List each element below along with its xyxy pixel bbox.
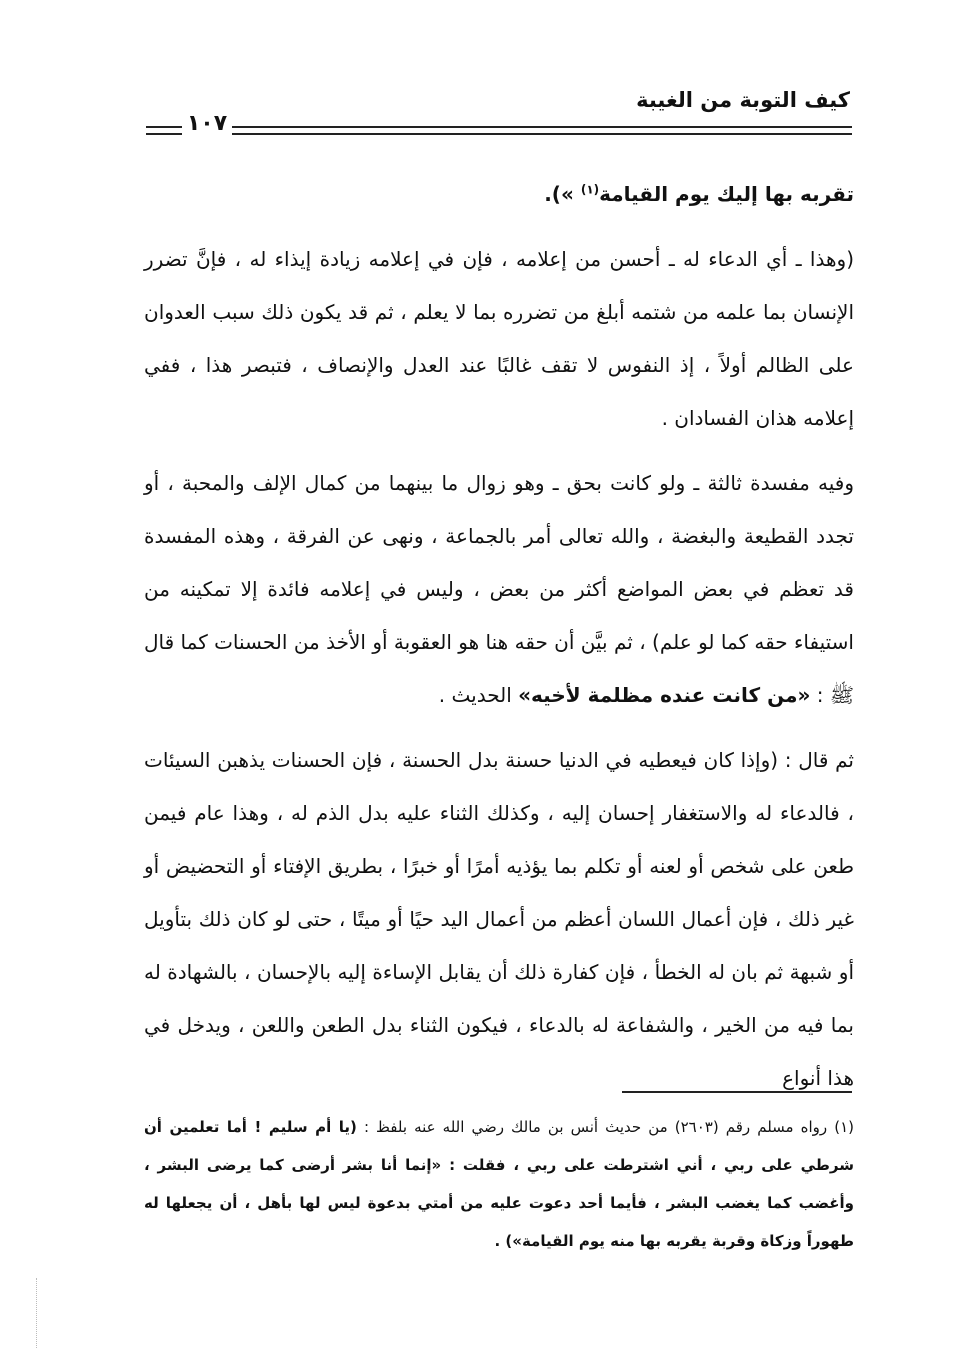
lead-close: »). xyxy=(544,182,581,206)
footnote-rule xyxy=(622,1091,852,1093)
page-number: ١٠٧ xyxy=(186,111,228,136)
header-rule-short xyxy=(146,126,182,135)
paragraph-2-tail: الحديث . xyxy=(438,683,519,707)
header-rule xyxy=(232,126,852,135)
main-text xyxy=(144,168,854,1105)
footnote-intro: رواه مسلم رقم (٢٦٠٣) من حديث أنس بن مالك رضي الله عنه بلفظ : xyxy=(356,1118,835,1136)
footnote-number: (١) xyxy=(834,1118,854,1136)
footnote xyxy=(144,1108,854,1260)
running-title: كيف التوبة من الغيبة xyxy=(636,88,850,112)
page-edge-mark xyxy=(36,1278,49,1348)
footnote-quote: (يا أم سليم ! أما تعلمين أن شرطي على ربي ، أني اشترطت على ربي ، فقلت : «إنما أنا بشر أرضى كما يرضى البشر ، وأغضب كما يغضب البشر ، فأيما أحد دعوت عليه من أمتي بدعوة ليس لها بأهل ، أن يجعلها له طهوراً وزكاة وقربة يقربه بها منه يوم القيامة») . xyxy=(144,1118,854,1250)
footnote-ref: (١) xyxy=(580,182,600,197)
hadith-quote: «من كانت عنده مظلمة لأخيه» xyxy=(518,683,811,707)
lead-line xyxy=(144,168,854,221)
paragraph-3: ثم قال : (وإذا كان فيعطيه في الدنيا حسنة بدل الحسنة ، فإن الحسنات يذهبن السيئات ، فالدعاء له والاستغفار إحسان إليه ، وكذلك الثناء عليه بدل الذم له ، وهذا عام فيمن طعن على شخص أو لعنه أو تكلم بما يؤذيه أمرًا أو خبرًا ، بطريق الإفتاء أو التحضيض أو غير ذلك ، فإن أعمال اللسان أعظم من أعمال اليد حيًا أو ميتًا ، حتى لو كان ذلك بتأويل أو شبهة ثم بان له الخطأ ، فإن كفارة ذلك أن يقابل الإساءة إليه بالإحسان ، بالشهادة له بما فيه من الخير ، والشفاعة له بالدعاء ، فيكون الثناء بدل الطعن واللعن ، ويدخل في هذا أنواع xyxy=(144,748,854,1090)
paragraph-2-text: وفيه مفسدة ثالثة ـ ولو كانت بحق ـ وهو زوال ما بينهما من كمال الإلف والمحبة ، أو تجدد القطيعة والبغضة ، والله تعالى أمر بالجماعة ، ونهى عن الفرقة ، وهذه المفسدة قد تعظم في بعض المواضع أكثر من بعض ، وليس في إعلامه فائدة إلا تمكينه من استيفاء حقه كما لو علم) ، ثم بيَّن أن حقه هنا هو العقوبة أو الأخذ من الحسنات كما قال ﷺ : xyxy=(144,471,854,707)
lead-text: تقربه بها إليك يوم القيامة xyxy=(599,182,854,206)
paragraph-2 xyxy=(144,457,854,722)
paragraph-1: (وهذا ـ أي الدعاء له ـ أحسن من إعلامه ، فإن في إعلامه زيادة إيذاء له ، فإنَّ تضرر الإنسان بما علمه من شتمه أبلغ من تضرره بما لا يعلم ، ثم قد يكون ذلك سبب العدوان على الظالم أولاً ، إذ النفوس لا تقف غالبًا عند العدل والإنصاف ، فتبصر هذا ، ففي إعلامه هذان الفسادان . xyxy=(144,247,854,430)
